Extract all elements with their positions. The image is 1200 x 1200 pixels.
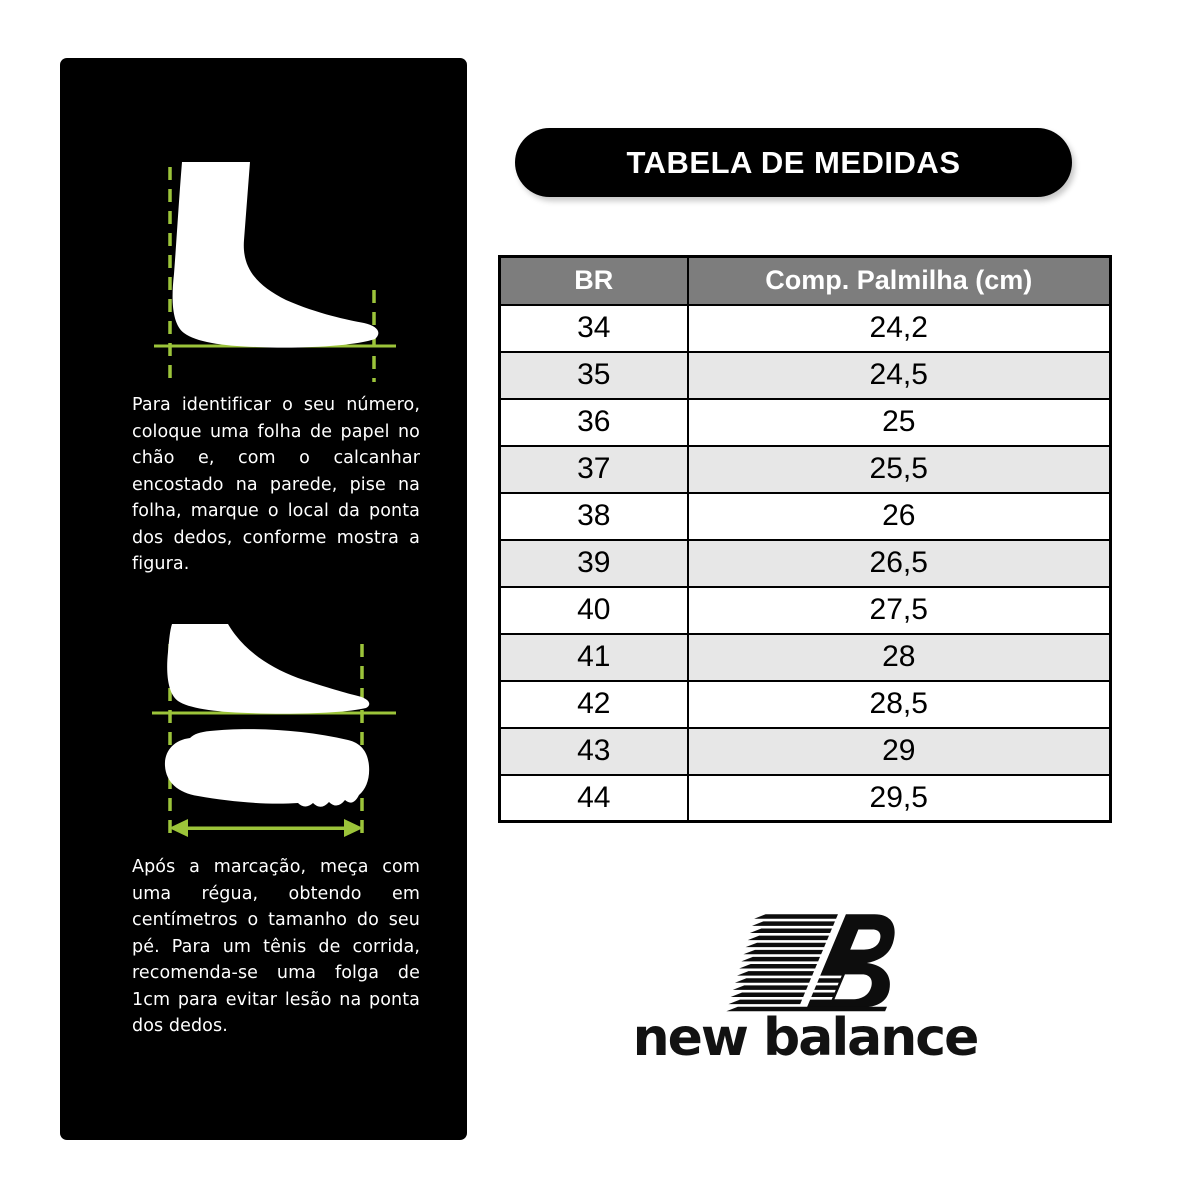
length-cell: 26,5 (688, 540, 1111, 587)
size-table (498, 255, 1112, 823)
table-row (500, 446, 1111, 493)
size-cell: 40 (500, 587, 688, 634)
length-arrow (169, 819, 363, 837)
size-cell: 35 (500, 352, 688, 399)
size-cell: 37 (500, 446, 688, 493)
length-cell: 28,5 (688, 681, 1111, 728)
table-row (500, 775, 1111, 822)
new-balance-logo-icon (714, 912, 898, 1012)
length-cell: 24,2 (688, 305, 1111, 352)
new-balance-wordmark: new balance (632, 1008, 978, 1068)
foot-length-measure-illustration (152, 616, 432, 851)
length-cell: 24,5 (688, 352, 1111, 399)
foot-side-measure-illustration (152, 162, 432, 392)
length-cell: 25 (688, 399, 1111, 446)
table-row (500, 305, 1111, 352)
instruction-paragraph-1: Para identificar o seu número, coloque uma folha de papel no chão e, com o calcanhar encostado na parede, pise na folha, marque o local da ponta dos dedos, conforme mostra a figura. (132, 395, 420, 574)
foot-side-silhouette (167, 624, 369, 714)
size-chart-title-pill (515, 128, 1072, 197)
size-cell: 44 (500, 775, 688, 822)
table-row (500, 352, 1111, 399)
size-chart-title: TABELA DE MEDIDAS (626, 144, 961, 180)
foot-leg-silhouette (173, 162, 379, 348)
table-row (500, 681, 1111, 728)
table-row (500, 587, 1111, 634)
instructions-panel (60, 58, 467, 1140)
table-row (500, 728, 1111, 775)
col-header-br: BR (500, 257, 688, 305)
instruction-paragraph-2: Após a marcação, meça com uma régua, obtendo em centímetros o tamanho do seu pé. Para um tênis de corrida, recomenda-se uma folga de 1cm para evitar lesão na ponta dos dedos. (132, 857, 420, 1036)
table-row (500, 634, 1111, 681)
length-cell: 29,5 (688, 775, 1111, 822)
size-cell: 41 (500, 634, 688, 681)
length-cell: 28 (688, 634, 1111, 681)
size-table-header-row (500, 257, 1111, 305)
length-cell: 26 (688, 493, 1111, 540)
size-cell: 39 (500, 540, 688, 587)
length-cell: 29 (688, 728, 1111, 775)
table-row (500, 493, 1111, 540)
table-row (500, 540, 1111, 587)
size-cell: 42 (500, 681, 688, 728)
length-cell: 25,5 (688, 446, 1111, 493)
size-cell: 43 (500, 728, 688, 775)
size-cell: 34 (500, 305, 688, 352)
col-header-palmilha: Comp. Palmilha (cm) (688, 257, 1111, 305)
length-cell: 27,5 (688, 587, 1111, 634)
table-row (500, 399, 1111, 446)
footprint-silhouette (165, 729, 369, 807)
size-cell: 38 (500, 493, 688, 540)
size-cell: 36 (500, 399, 688, 446)
